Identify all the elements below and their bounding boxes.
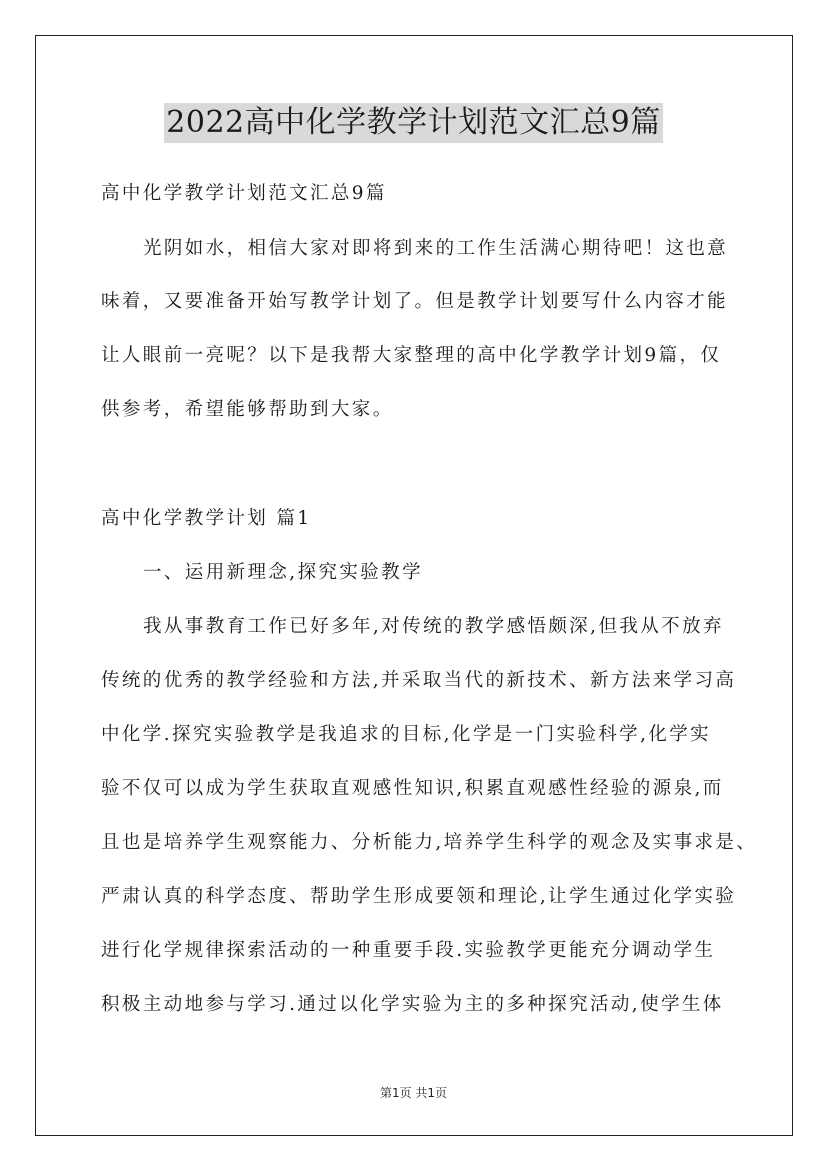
body-line: 中化学.探究实验教学是我追求的目标,化学是一门实验科学,化学实 xyxy=(101,724,712,745)
body-line: 验不仅可以成为学生获取直观感性知识,积累直观感性经验的源泉,而 xyxy=(101,778,724,799)
document-title-text: 2022高中化学教学计划范文汇总9篇 xyxy=(164,103,662,143)
body-line: 我从事教育工作已好多年,对传统的教学感悟颇深,但我从不放弃 xyxy=(143,616,724,637)
document-title xyxy=(0,102,827,143)
section-heading: 高中化学教学计划 篇1 xyxy=(101,508,312,529)
body-line: 且也是培养学生观察能力、分析能力,培养学生科学的观念及实事求是、 xyxy=(101,832,758,853)
intro-line: 让人眼前一亮呢？以下是我帮大家整理的高中化学教学计划9篇，仅 xyxy=(101,345,722,366)
intro-line: 供参考，希望能够帮助到大家。 xyxy=(101,399,394,420)
document-subtitle: 高中化学教学计划范文汇总9篇 xyxy=(101,183,387,204)
body-line: 传统的优秀的教学经验和方法,并采取当代的新技术、新方法来学习高 xyxy=(101,670,737,691)
body-line: 积极主动地参与学习.通过以化学实验为主的多种探究活动,使学生体 xyxy=(101,994,724,1015)
intro-line: 味着，又要准备开始写教学计划了。但是教学计划要写什么内容才能 xyxy=(101,291,729,312)
body-line: 进行化学规律探索活动的一种重要手段.实验教学更能充分调动学生 xyxy=(101,940,716,961)
intro-line: 光阴如水，相信大家对即将到来的工作生活满心期待吧！这也意 xyxy=(143,238,729,259)
body-line: 严肃认真的科学态度、帮助学生形成要领和理论,让学生通过化学实验 xyxy=(101,886,737,907)
subsection-heading: 一、运用新理念,探究实验教学 xyxy=(143,562,423,583)
page-number: 第1页 共1页 xyxy=(379,1086,448,1100)
